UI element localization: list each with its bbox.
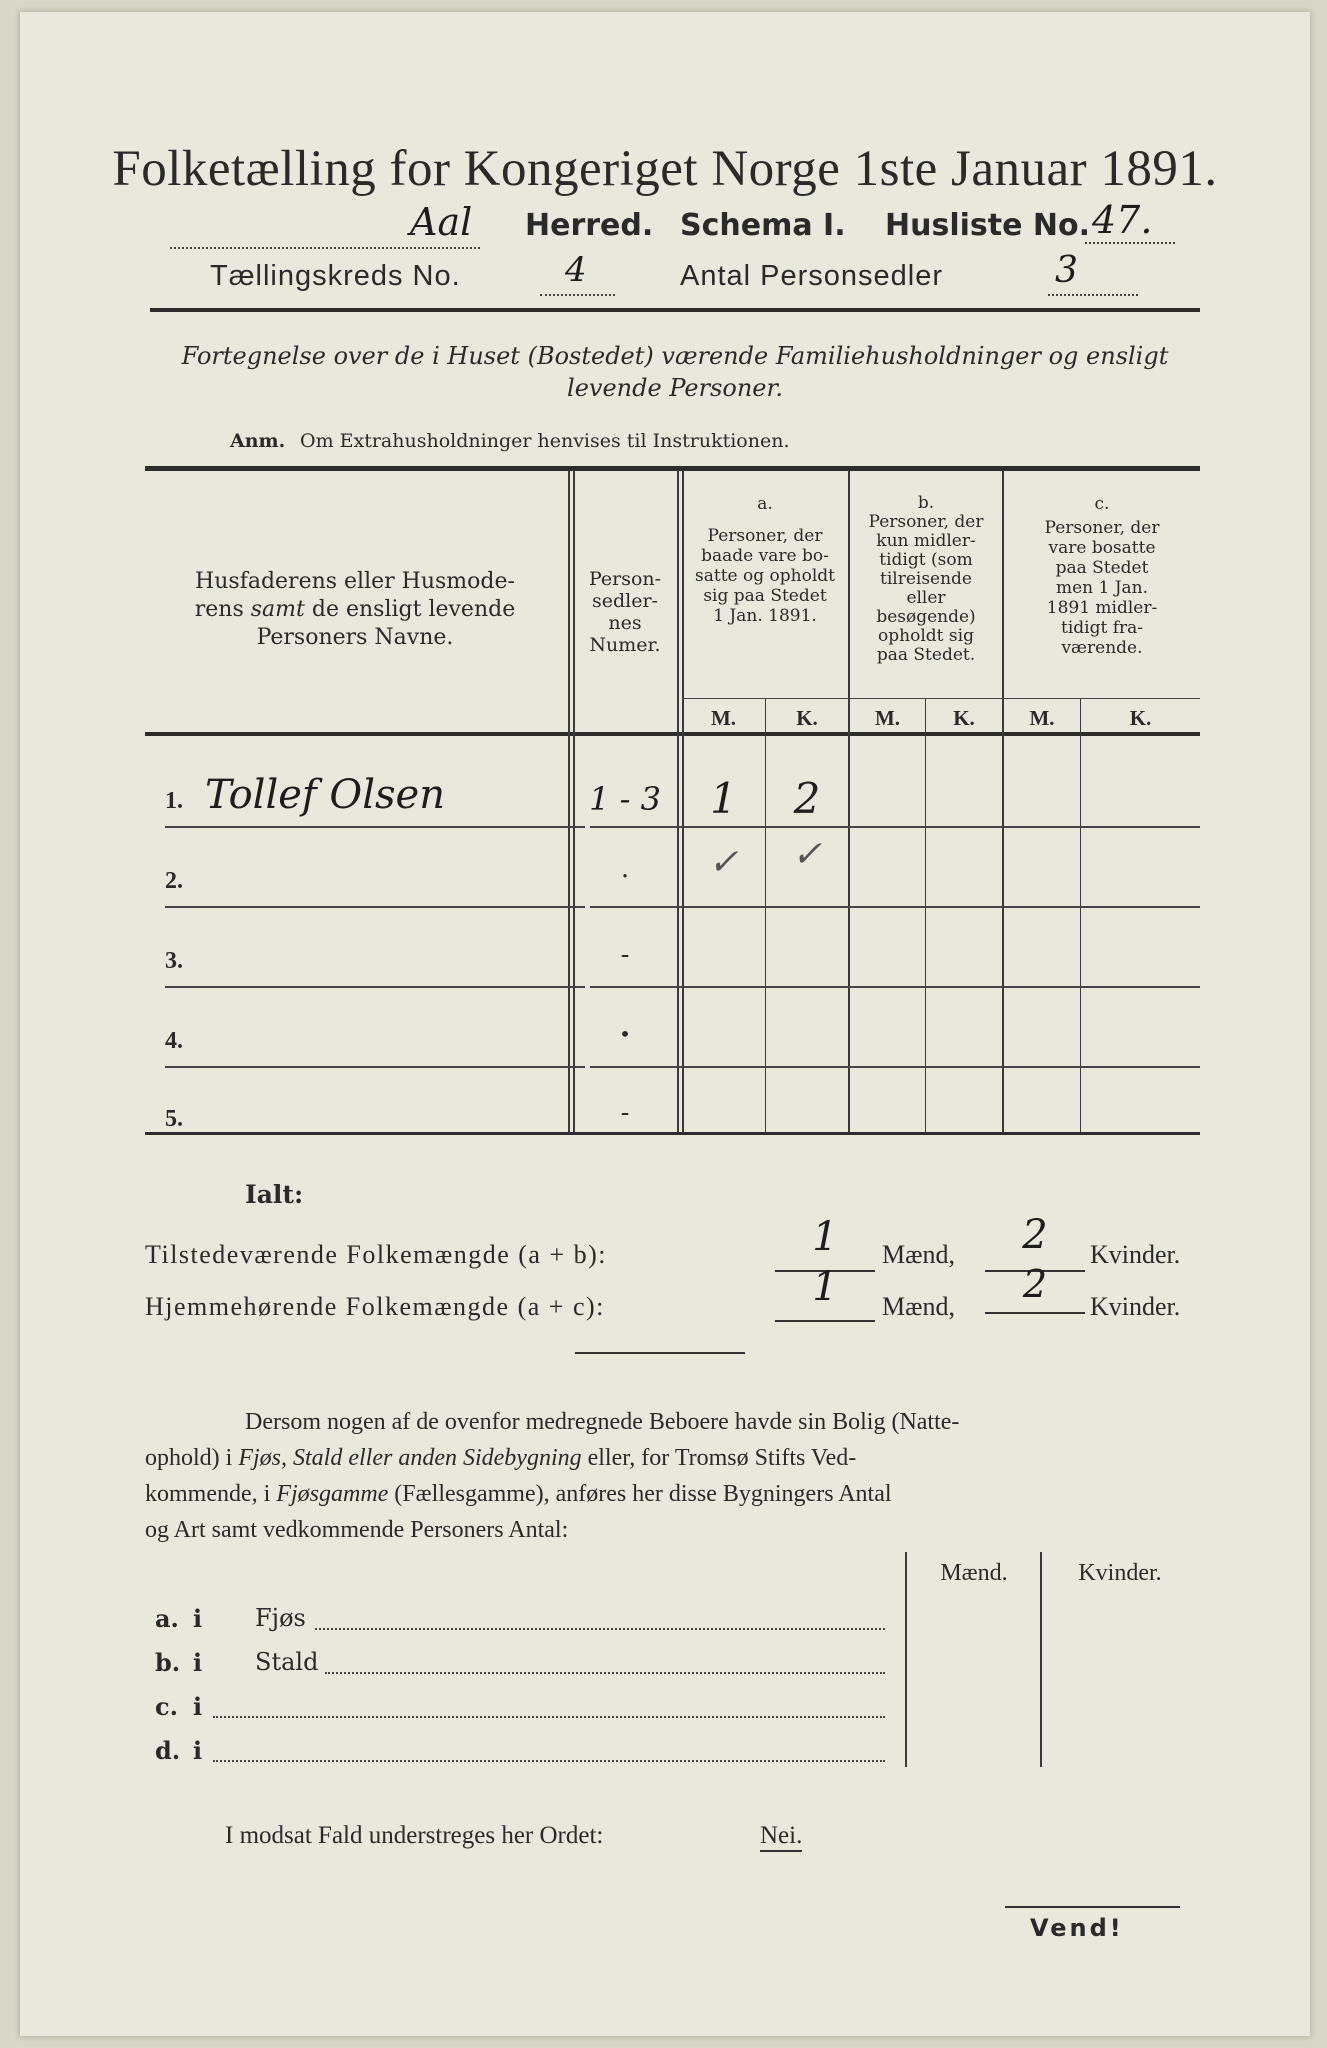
col-name-rens: rens (194, 597, 244, 622)
col-b-line: tidigt (som (879, 550, 973, 570)
col-a-line: baade vare bo- (701, 546, 829, 566)
bolig-text-italic: Fjøsgamme (276, 1481, 389, 1507)
total-present-label: Tilstedeværende Folkemængde (a + b): (145, 1240, 607, 1269)
col-num-line: Numer. (589, 634, 661, 656)
ialt-label: Ialt: (245, 1180, 304, 1209)
bolig-item-dotted-line (315, 1626, 885, 1630)
bolig-line-4: og Art samt vedkommende Personers Antal: (145, 1517, 569, 1543)
col-b-line: tilreisende (879, 569, 972, 589)
col-name-header (145, 568, 565, 652)
col-b-m-label: M. (874, 706, 901, 730)
total-present-m: 1 (812, 1214, 838, 1260)
bolig-item-letter: a. (155, 1604, 179, 1633)
row-rule (590, 986, 1200, 988)
col-c-m-label: M. (1029, 706, 1055, 730)
table-bottom-rule (145, 1132, 1200, 1135)
row-number: 4. (165, 1028, 183, 1054)
col-name-line-1: Husfaderens eller Husmode- (195, 569, 515, 594)
kreds-number: 4 (565, 250, 587, 290)
col-a-header (682, 494, 848, 626)
bolig-col-divider (1040, 1552, 1042, 1767)
bolig-item-i: i (193, 1736, 203, 1765)
col-c-k-label: K. (1129, 706, 1152, 730)
maend-label: Mænd, (882, 1292, 955, 1321)
bolig-item-d (155, 1736, 905, 1776)
table-top-rule (145, 466, 1200, 471)
bolig-item-i: i (193, 1648, 203, 1677)
table-body (145, 736, 1200, 1132)
schema-label: Schema I. (680, 208, 846, 243)
col-c-line: vare bosatte (1048, 538, 1156, 558)
bolig-col-divider (905, 1552, 907, 1767)
col-name-samt: samt (250, 597, 305, 622)
col-b-line: besøgende) (876, 607, 976, 627)
bolig-line-1: Dersom nogen af de ovenfor medregnede Beboere havde sin Bolig (Natte- (245, 1409, 960, 1435)
husliste-label: Husliste No. (885, 208, 1090, 243)
bolig-text-italic: Fjøs, Stald eller anden Sidebygning (238, 1445, 582, 1471)
section-divider (575, 1352, 745, 1354)
col-b-line: opholdt sig (878, 626, 974, 646)
col-num-line: sedler- (592, 590, 658, 612)
col-c-line: 1891 midler- (1046, 598, 1158, 618)
row-rule (590, 1066, 1200, 1068)
row-number: 3. (165, 948, 183, 974)
bolig-text: eller, for Tromsø Stifts Ved- (587, 1445, 857, 1471)
row-rule (165, 1066, 585, 1068)
bolig-item-letter: d. (155, 1736, 181, 1765)
total-resident-m-line (775, 1320, 875, 1322)
maend-label: Mænd, (882, 1240, 955, 1269)
row-rule (165, 986, 585, 988)
row-person-number: - (620, 1098, 630, 1128)
col-num-line: nes (608, 612, 642, 634)
row-a-m-checkmark: ✓ (708, 842, 739, 883)
col-a-line: satte og opholdt (695, 566, 835, 586)
anm-text: Om Extrahusholdninger henvises til Instruktionen. (300, 430, 790, 452)
census-form-page (20, 12, 1310, 2036)
total-resident-m: 1 (812, 1264, 838, 1310)
bolig-item-label: Stald (255, 1648, 319, 1676)
herred-name: Aal (410, 200, 473, 244)
col-a-letter: a. (757, 494, 773, 514)
col-c-line: tidigt fra- (1060, 618, 1143, 638)
col-name-line-3: Personers Navne. (256, 625, 454, 650)
modsat-text: I modsat Fald understreges her Ordet: (225, 1822, 604, 1849)
col-a-line: 1 Jan. 1891. (713, 606, 817, 626)
bolig-item-a (155, 1604, 905, 1644)
row-person-number: - (620, 940, 630, 970)
row-a-k: 2 (793, 774, 821, 823)
col-b-header (850, 494, 1002, 665)
bolig-item-label: Fjøs (255, 1604, 306, 1632)
total-present-k: 2 (1022, 1212, 1048, 1258)
bolig-item-b (155, 1648, 905, 1688)
row-person-number: • (619, 1022, 631, 1046)
bolig-line-3 (145, 1476, 1200, 1512)
row-rule (590, 906, 1200, 908)
row-rule (590, 826, 1200, 828)
row-person-number: 1 - 3 (589, 780, 661, 818)
col-num-line: Person- (588, 568, 662, 590)
bolig-col-maend: Mænd. (940, 1560, 1008, 1586)
bolig-item-letter: b. (155, 1648, 181, 1677)
nei-word: Nei. (760, 1822, 802, 1852)
bolig-text: (Fællesgamme), anføres her disse Bygningers Antal (394, 1481, 892, 1507)
row-number: 5. (165, 1106, 183, 1132)
row-rule (165, 906, 585, 908)
bolig-item-dotted-line (213, 1714, 885, 1718)
col-b-line: kun midler- (876, 531, 976, 551)
kvinder-label: Kvinder. (1090, 1240, 1181, 1269)
bolig-paragraph (145, 1404, 1200, 1548)
kvinder-label: Kvinder. (1090, 1292, 1181, 1321)
col-a-line: Personer, der (707, 526, 823, 546)
col-b-line: paa Stedet. (876, 645, 976, 665)
row-number: 1. (165, 788, 183, 814)
bolig-item-i: i (193, 1692, 203, 1721)
vend-rule (1005, 1906, 1180, 1908)
col-c-line: værende. (1061, 638, 1143, 658)
intro-line-1: Fortegnelse over de i Huset (Bostedet) værende Familiehusholdninger og ensligt (181, 342, 1169, 370)
vend-label: Vend! (1030, 1914, 1124, 1942)
col-b-letter: b. (917, 493, 935, 513)
bolig-text: kommende, i (145, 1481, 271, 1507)
col-a-k-label: K. (796, 706, 818, 730)
row-number: 2. (165, 868, 183, 894)
col-c-line: Personer, der (1044, 518, 1160, 538)
row-name: Tollef Olsen (205, 772, 445, 818)
col-name-line-2 (145, 596, 565, 624)
page-title: Folketælling for Kongeriget Norge 1ste Januar 1891. (112, 141, 1218, 197)
row-person-number: . (620, 854, 630, 884)
col-name-ensligt: de ensligt levende (311, 597, 516, 622)
bolig-item-dotted-line (213, 1758, 885, 1762)
bolig-item-dotted-line (325, 1670, 885, 1674)
kreds-label: Tællingskreds No. (210, 260, 461, 292)
total-resident-k: 2 (1022, 1262, 1048, 1306)
row-a-k-checkmark: ✓ (791, 834, 823, 875)
bolig-item-i: i (193, 1604, 203, 1633)
bolig-line-2 (145, 1440, 1200, 1476)
header-rule (150, 308, 1200, 312)
col-c-line: men 1 Jan. (1055, 578, 1149, 598)
intro-line-2: levende Personer. (567, 374, 783, 402)
antal-label: Antal Personsedler (680, 260, 944, 292)
col-a-m-label: M. (710, 706, 737, 730)
husliste-number: 47. (1092, 198, 1153, 242)
col-num-header (573, 568, 677, 656)
col-b-k-label: K. (953, 706, 975, 730)
antal-value: 3 (1055, 250, 1078, 291)
mk-header-rule (682, 698, 1200, 699)
col-b-line: eller (906, 588, 946, 608)
bolig-item-c (155, 1692, 905, 1732)
bolig-item-letter: c. (155, 1692, 178, 1721)
anm-label: Anm. (230, 430, 286, 452)
total-resident-k-line (985, 1312, 1085, 1314)
bolig-col-kvinder: Kvinder. (1078, 1560, 1162, 1586)
row-a-m: 1 (710, 774, 737, 823)
col-c-letter: c. (1094, 494, 1110, 514)
col-b-line: Personer, der (868, 512, 984, 532)
row-rule (165, 826, 585, 828)
col-c-line: paa Stedet (1055, 558, 1149, 578)
col-a-line: sig paa Stedet (703, 586, 827, 606)
total-resident-label: Hjemmehørende Folkemængde (a + c): (145, 1292, 605, 1321)
col-c-header (1004, 494, 1200, 658)
herred-label: Herred. (525, 208, 654, 243)
bolig-text: ophold) i (145, 1445, 233, 1471)
